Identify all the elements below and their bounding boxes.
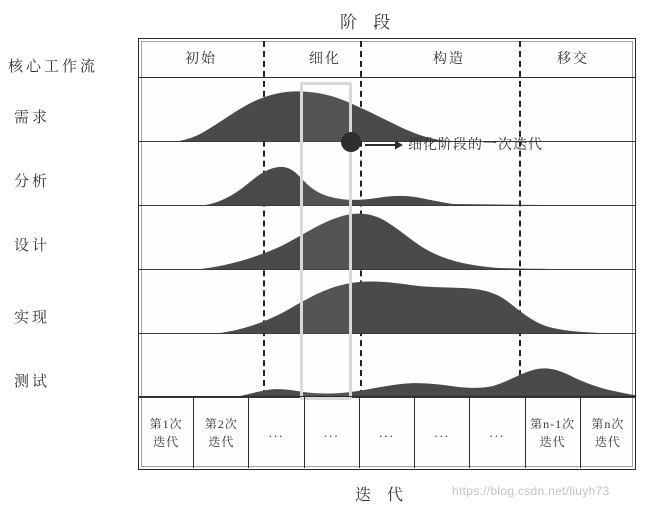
iteration-cell-5 <box>360 397 415 468</box>
workflow-curve-test <box>139 334 635 398</box>
axis-title-workflows: 核心工作流 <box>8 59 99 75</box>
iteration-cell-3-line1: ... <box>268 424 285 440</box>
phase-cell-inception: 初始 <box>185 52 217 67</box>
iteration-cell-1 <box>139 397 194 468</box>
workflow-label-implementation: 实现 <box>14 310 51 326</box>
phase-header <box>139 39 635 77</box>
phase-cell-elaboration: 细化 <box>309 52 341 67</box>
axis-title-iterations: 迭 代 <box>355 487 410 504</box>
iteration-cell-n-line2: 迭代 <box>594 434 621 449</box>
iteration-cell-1-line2: 迭代 <box>153 434 180 449</box>
iteration-cell-n-line1: 第n次 <box>591 416 625 431</box>
iteration-footer <box>139 396 635 468</box>
iteration-cell-n-minus-1 <box>526 397 581 468</box>
iteration-cell-7 <box>470 397 525 468</box>
iteration-cell-2-line2: 迭代 <box>208 434 235 449</box>
iteration-cell-4 <box>305 397 360 468</box>
iteration-cell-5-line1: ... <box>379 424 395 440</box>
workflow-curve-analysis <box>139 142 635 206</box>
phase-cell-transition: 移交 <box>557 52 589 67</box>
annotation-arrow-icon <box>365 140 403 150</box>
workflow-curve-requirements <box>139 78 635 142</box>
workflow-curve-design <box>139 206 635 270</box>
iteration-cell-n-minus-1-line2: 迭代 <box>539 434 566 449</box>
workflow-label-design: 设计 <box>14 238 51 254</box>
iteration-cell-2 <box>194 397 249 468</box>
iteration-cell-1-line1: 第1次 <box>149 416 183 431</box>
iteration-cell-6-line1: ... <box>434 424 451 440</box>
workflow-label-analysis: 分析 <box>14 174 51 190</box>
workflow-rows <box>139 78 635 396</box>
iteration-cell-2-line1: 第2次 <box>204 416 238 431</box>
annotation-text: 细化阶段的一次迭代 <box>408 138 543 153</box>
page-title-top: 阶 段 <box>340 13 397 32</box>
iteration-cell-4-line1: ... <box>323 424 340 440</box>
workflow-label-test: 测试 <box>14 374 51 390</box>
iteration-highlight-box[interactable] <box>300 82 352 400</box>
iteration-cell-6 <box>415 397 470 468</box>
workflow-curve-implementation <box>139 270 635 334</box>
watermark-text: https://blog.csdn.net/liuyh73 <box>452 484 610 498</box>
iteration-cell-n <box>581 397 635 468</box>
annotation-marker-dot <box>341 132 361 152</box>
iteration-cell-7-line1: ... <box>489 424 506 440</box>
phase-cell-construction: 构造 <box>433 52 465 67</box>
iteration-cell-3 <box>249 397 304 468</box>
iteration-cell-n-minus-1-line1: 第n-1次 <box>530 416 576 431</box>
workflow-label-requirements: 需求 <box>14 110 51 126</box>
